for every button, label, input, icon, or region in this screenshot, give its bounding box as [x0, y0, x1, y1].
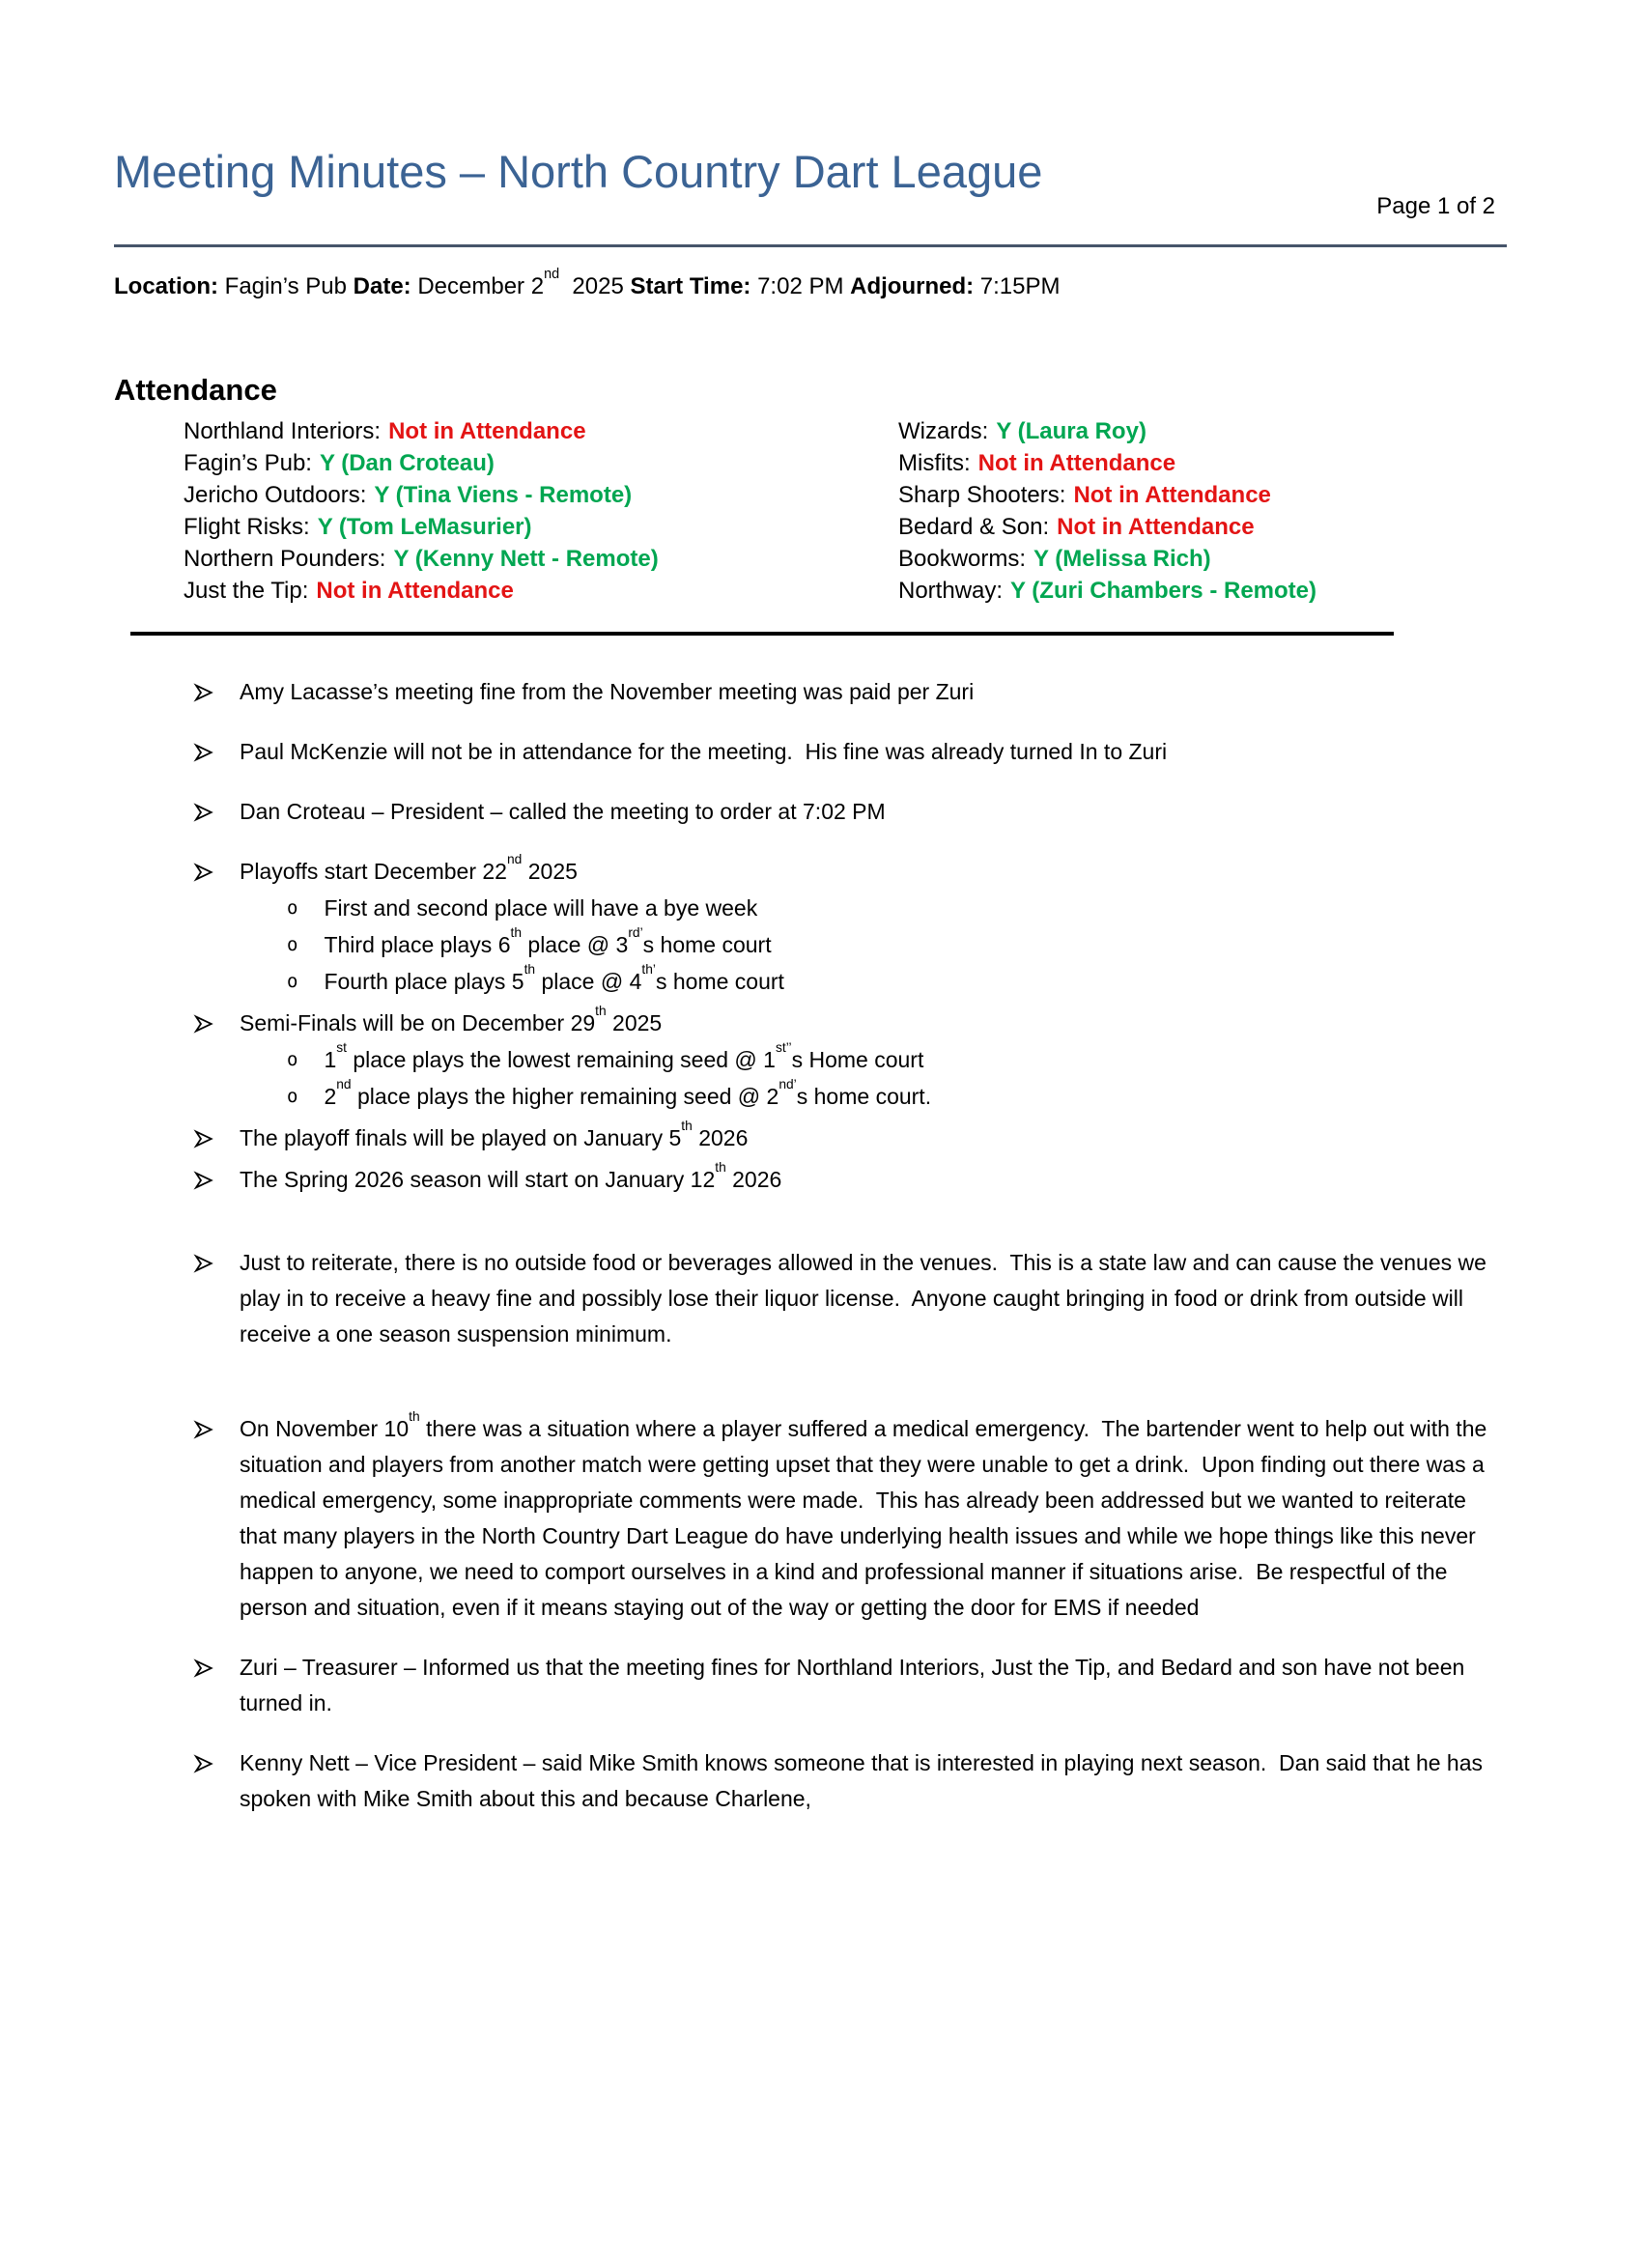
- attendance-row: [898, 511, 1316, 543]
- arrow-bullet-icon: [193, 1754, 214, 1773]
- sub-bullet-item: [287, 1042, 1507, 1078]
- arrow-bullet-icon: [193, 1014, 214, 1034]
- attendance-row: [184, 543, 898, 575]
- team-name: Northern Pounders:: [184, 546, 386, 572]
- section-divider: [130, 632, 1394, 636]
- sub-bullet-item: [287, 891, 1507, 926]
- bullet-item: [193, 854, 1507, 890]
- attendance-row: [898, 479, 1316, 511]
- attendance-column-right: [898, 415, 1316, 607]
- attendance-row: [898, 415, 1316, 447]
- arrow-bullet-icon: [193, 803, 214, 822]
- document-page: [0, 143, 1642, 1817]
- bullet-item: [193, 794, 1507, 830]
- team-name: Misfits:: [898, 450, 971, 476]
- team-name: Wizards:: [898, 418, 989, 444]
- team-name: Jericho Outdoors:: [184, 482, 367, 508]
- attendance-status: Y (Melissa Rich): [1033, 546, 1211, 572]
- attendance-status: Not in Attendance: [1073, 482, 1271, 508]
- bullet-item: [193, 1745, 1507, 1817]
- attendance-status: Not in Attendance: [1057, 514, 1255, 540]
- arrow-bullet-icon: [193, 683, 214, 702]
- arrow-bullet-icon: [193, 1254, 214, 1273]
- team-name: Bedard & Son:: [898, 514, 1050, 540]
- bullet-text: On November 10th there was a situation where a player suffered a medical emergency. The bartender went to help out with the situation and players from another match were getting upset that they were unable to get a drink. Upon finding out there was a medical emergency, some inappropriate comments were made. This has already been addressed but we wanted to reiterate that many players in the North Country Dart League do have underlying health issues and while we hope things like this never happen to anyone, we need to comport ourselves in a kind and professional manner if situations arise. Be respectful of the person and situation, even if it means staying out of the way or getting the door for EMS if needed: [240, 1409, 1493, 1620]
- team-name: Bookworms:: [898, 546, 1027, 572]
- attendance-grid: [184, 415, 1507, 607]
- attendance-row: [898, 447, 1316, 479]
- attendance-heading: Attendance: [114, 373, 277, 407]
- bullet-text: Kenny Nett – Vice President – said Mike Smith knows someone that is interested in playing next season. Dan said that he has spoken with Mike Smith about this and because Charlene,: [240, 1750, 1489, 1811]
- bullet-item: [193, 1650, 1507, 1721]
- minutes-list: [193, 674, 1507, 1817]
- attendance-status: Y (Kenny Nett - Remote): [393, 546, 659, 572]
- team-name: Flight Risks:: [184, 514, 310, 540]
- bullet-item: [193, 1006, 1507, 1041]
- circle-bullet-icon: o: [287, 1086, 298, 1107]
- sub-bullet-text: 1st place plays the lowest remaining seed @ $1^{st’’}s$ Home court: [324, 1040, 924, 1072]
- sub-bullet-text: Third place plays 6th place @ $3^{rd’}s$ home court: [324, 925, 772, 957]
- circle-bullet-icon: o: [287, 934, 298, 955]
- bullet-item: [193, 1162, 1507, 1198]
- circle-bullet-icon: o: [287, 971, 298, 992]
- bullet-text: Playoffs start December 22nd 2025: [240, 852, 578, 884]
- attendance-status: Not in Attendance: [388, 418, 586, 444]
- attendance-row: [184, 575, 898, 607]
- arrow-bullet-icon: [193, 1171, 214, 1190]
- page-number: Page 1 of 2: [1376, 193, 1495, 219]
- arrow-bullet-icon: [193, 863, 214, 882]
- attendance-row: [184, 479, 898, 511]
- bullet-text: Amy Lacasse’s meeting fine from the November meeting was paid per Zuri: [240, 679, 975, 704]
- arrow-bullet-icon: [193, 743, 214, 762]
- arrow-bullet-icon: [193, 1129, 214, 1148]
- bullet-text: Dan Croteau – President – called the meeting to order at 7:02 PM: [240, 799, 886, 824]
- circle-bullet-icon: o: [287, 897, 298, 919]
- attendance-column-left: [184, 415, 898, 607]
- circle-bullet-icon: o: [287, 1049, 298, 1070]
- attendance-status: Not in Attendance: [977, 450, 1176, 476]
- team-name: Northway:: [898, 578, 1004, 604]
- sub-bullet-item: [287, 964, 1507, 1000]
- attendance-status: Y (Dan Croteau): [319, 450, 495, 476]
- meta-line: Location: Fagin’s Pub Date: December 2nd 2025 Start Time: 7:02 PM Adjourned: 7:15PM: [114, 266, 1061, 299]
- bullet-item: [193, 1245, 1507, 1352]
- sub-bullet-item: [287, 1079, 1507, 1115]
- bullet-text: Zuri – Treasurer – Informed us that the meeting fines for Northland Interiors, Just the Tip, and Bedard and son have not been turned in.: [240, 1655, 1471, 1715]
- document-title: Meeting Minutes – North Country Dart League: [114, 143, 1507, 247]
- team-name: Just the Tip:: [184, 578, 309, 604]
- attendance-status: Y (Tom LeMasurier): [317, 514, 532, 540]
- bullet-text: The playoff finals will be played on January 5th 2026: [240, 1119, 749, 1150]
- arrow-bullet-icon: [193, 1658, 214, 1678]
- attendance-row: [184, 447, 898, 479]
- attendance-status: Y (Tina Viens - Remote): [374, 482, 633, 508]
- bullet-text: The Spring 2026 season will start on January 12th 2026: [240, 1160, 782, 1192]
- attendance-status: Y (Laura Roy): [996, 418, 1147, 444]
- attendance-row: [898, 543, 1316, 575]
- team-name: Northland Interiors:: [184, 418, 382, 444]
- sub-bullet-text: 2nd place plays the higher remaining seed @ $2^{nd’}s$ home court.: [324, 1077, 932, 1109]
- attendance-row: [184, 415, 898, 447]
- team-name: Fagin’s Pub:: [184, 450, 312, 476]
- attendance-row: [184, 511, 898, 543]
- team-name: Sharp Shooters:: [898, 482, 1066, 508]
- attendance-status: Y (Zuri Chambers - Remote): [1010, 578, 1316, 604]
- bullet-item: [193, 734, 1507, 770]
- attendance-status: Not in Attendance: [316, 578, 514, 604]
- sub-bullet-text: First and second place will have a bye week: [324, 895, 758, 921]
- bullet-item: [193, 674, 1507, 710]
- bullet-text: Semi-Finals will be on December 29th 2025: [240, 1004, 663, 1035]
- attendance-row: [898, 575, 1316, 607]
- sub-bullet-item: [287, 927, 1507, 963]
- bullet-item: [193, 1120, 1507, 1156]
- bullet-text: Just to reiterate, there is no outside food or beverages allowed in the venues. This is a state law and can cause the venues we play in to receive a heavy fine and possibly lose their liquor license. Anyone caught bringing in food or drink from outside will receive a one season suspension minimum.: [240, 1250, 1493, 1347]
- bullet-text: Paul McKenzie will not be in attendance for the meeting. His fine was already turned In to Zuri: [240, 739, 1168, 764]
- arrow-bullet-icon: [193, 1420, 214, 1439]
- sub-bullet-text: Fourth place plays 5th place @ $4^{th’}s$ home court: [324, 962, 784, 994]
- bullet-item: [193, 1411, 1507, 1626]
